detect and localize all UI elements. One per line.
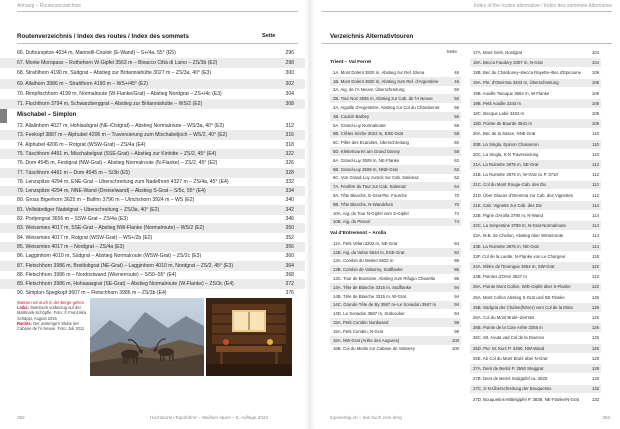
page-ref: 296 [285, 50, 294, 57]
page-ref: 94 [454, 293, 459, 299]
route-name: 15A. Petit Combin, N-Grat [333, 328, 383, 334]
route-name: 15A. Petit Combin Nordwand [333, 320, 389, 326]
route-name: 9A. Tête Blanche, E-Grat-Pte. Fourche [333, 193, 407, 199]
page-ref: 62 [454, 175, 459, 181]
route-name: 81. Vollständiger Nadelgrat – Überschreitung – ZS/3a, 40° (E2) [17, 206, 160, 213]
route-name: 76. Dom 4545 m, Festigrat (NW-Grat) – Abstieg Normalroute (N-Flanke) – ZS/2, 45° (E2) [17, 160, 218, 167]
route-name: 22C. La Serpentine 3789 m, N-Grat-Normalroute [473, 223, 566, 229]
table-row [470, 160, 601, 169]
page-column-label: Seite [446, 49, 457, 54]
table-row [470, 170, 601, 179]
table-row [330, 292, 461, 301]
route-name: 19D. Pointe de Bourde 3541 m [473, 121, 533, 127]
route-name: 23E. La Ruinette 3875 m, NE-Grat [473, 243, 539, 249]
route-name: 5C. Piller des Ecandies, Überschreitung [333, 140, 409, 146]
page-ref: 122 [591, 264, 599, 270]
route-name: 12A. Petit Velan 3202 m, NE-Grat [333, 240, 398, 246]
page-ref: 84 [454, 249, 459, 255]
table-row [330, 336, 461, 345]
route-name: 5A. Grand-Luy Normalroute [333, 122, 386, 128]
route-name: 16B. Col du Meitin zur Cabane de Valsorey [333, 346, 416, 352]
page-column-label: Seite [262, 33, 276, 39]
group-heading: Val d'Entremont – Arolla [330, 231, 387, 236]
route-name: 82. Portjengrat 3656 m – SSW-Grat – ZS/4a (E3) [17, 216, 128, 223]
route-name: 68. Strahlhorn 4190 m, Südgrat – Abstieg zur Britanniahütte 3027 m – ZS/3a, 40° (E3) [17, 70, 212, 77]
route-name: 6C. Von Grand-Luy zurück zur Cab. Saleinaz [333, 175, 419, 181]
table-row [330, 248, 461, 257]
table-row [330, 68, 461, 77]
running-head-left: Anhang – Routenverzeichnis [17, 3, 81, 9]
table-row [330, 182, 461, 191]
caption-links-text: Steinbock vorbeizug auf der Mattmark-Schöpfle. Foto: © Franziska Schäppi, August 2015 [17, 305, 86, 321]
table-row [0, 68, 310, 78]
route-name: 18B. Bec du Chardoney–Becca Rayette–Bec d'Epicoune [473, 70, 582, 76]
page-ref: 316 [285, 132, 294, 139]
page-ref: 126 [591, 315, 599, 321]
page-ref: 46 [454, 78, 459, 84]
route-name: 1B. Mont Dolent 3820 m, Abstieg zum Ref. d'Argentière [333, 78, 439, 84]
table-row [470, 344, 601, 353]
route-name: 23F. Col de la Luette, N-Flanke von Le Chargeur [473, 253, 566, 259]
page-ref: 74 [454, 210, 459, 216]
page-ref: 302 [285, 80, 294, 87]
table-row [470, 150, 601, 159]
table-row [470, 354, 601, 363]
table-row [470, 374, 601, 383]
table-row [470, 242, 601, 251]
page-ref: 356 [285, 243, 294, 250]
page-ref: 112 [592, 172, 599, 178]
page-ref: 114 [592, 243, 599, 249]
page-ref: 126 [591, 294, 599, 300]
route-name: 5B. Crêtes Sèche 3024 m, ESE-Grat [333, 131, 403, 137]
table-row [330, 200, 461, 209]
table-row [470, 48, 601, 57]
page-ref: 64 [454, 184, 459, 190]
table-row [470, 99, 601, 108]
route-name: 4B. Couloir Barbey [333, 113, 370, 119]
route-name: 19A. Pte. d'Otemma 3403 m, Überschreitung [473, 80, 559, 86]
table-row [470, 364, 601, 373]
footer-left: Hochtouren Topoführer – Walliser Alpen – 5. Auflage 2023 [150, 415, 268, 420]
page-ref: 322 [285, 150, 294, 157]
route-name: 73. Feekopf 3887 m – Alphubel 4206 m – Traversierung zum Mischabeljoch – WS/2, 40° (E2) [17, 132, 228, 139]
route-name: 78. Lenzspitze 4294 m, ENE-Grat – Überschreitung zum Nadelhorn 4327 m – ZS/4a, 45° (E4) [17, 178, 229, 185]
page-ref: 332 [285, 178, 294, 185]
route-name: 21C. Col du Mont Rouge-Cab. des Dix [473, 182, 547, 188]
route-name: 84. Weissmies 4017 m, Rotgrat (WSW-Grat) – WS+/2b (E2) [17, 234, 153, 241]
group-heading: Trient – Val Ferret [330, 60, 372, 65]
table-row [330, 121, 461, 130]
route-name: 2A. Aig. de l'A Neuve, Überschreitung [333, 87, 405, 93]
route-name: 17A. Mont Gelé, Nordgrat [473, 49, 522, 55]
page-ref: 110 [592, 141, 599, 147]
route-name: 26D. Pte. M. Kurz P. 3490, NW-Wand [473, 345, 545, 351]
table-row [470, 252, 601, 261]
route-name: 14C. Grande Tête de By 3587 m–Le Sonadon 3587 m [333, 302, 437, 308]
page-ref: 114 [592, 233, 599, 239]
table-row [470, 232, 601, 241]
table-row [330, 327, 461, 336]
table-row [0, 89, 310, 99]
table-row [470, 272, 601, 281]
page-ref: 126 [591, 325, 599, 331]
route-name: 27A. Dent de Bertol P. 3590 Steggrat [473, 366, 544, 372]
page-ref: 74 [454, 219, 459, 225]
table-row [470, 201, 601, 210]
photo-caption [17, 300, 90, 331]
route-name: 19B. Aouille Tseuque 3554 m, W-Flanke [473, 90, 550, 96]
page-ref: 118 [592, 253, 599, 259]
page-ref: 86 [454, 276, 459, 282]
table-row [330, 94, 461, 103]
table-row [470, 262, 601, 271]
page-ref: 114 [592, 223, 599, 229]
page-ref: 132 [591, 386, 599, 392]
route-name: 87. Fletschhorn 3986 m, Breitlobgrat (NE-Grat) – Lagginhorn 4010 m, Nordgrat – ZS/2, 45° (E3) [17, 262, 234, 269]
route-name: 22B. Pigne d'Arolla 3790 m, N-Wand [473, 213, 543, 219]
page-ref: 58 [454, 131, 459, 137]
table-row [470, 68, 601, 77]
route-name: 21E. Cab. Vignette zur Cab. des Dix [473, 202, 542, 208]
table-row [0, 58, 310, 68]
route-name: 86. Lagginhorn 4010 m, Südgrat – Abstieg Normalroute (WSW-Grat) – ZS/2c (E3) [17, 253, 202, 260]
route-name: 19B. Petit Aouille 3343 m [473, 100, 522, 106]
page-ref: 70 [454, 201, 459, 207]
page-ref: 94 [454, 311, 459, 317]
page-ref: 126 [591, 335, 599, 341]
table-row [330, 301, 461, 310]
page-ref: 112 [592, 162, 599, 168]
table-row [330, 218, 461, 227]
page-ref: 100 [451, 346, 459, 352]
table-row [330, 147, 461, 156]
route-name: 25B. Südgrat der Chaîne(führer) vom Col de la Mina [473, 304, 573, 310]
page-ref: 112 [592, 182, 599, 188]
route-name: 27D. Bouquetins-Mittelgipfel P. 3838, NE-Flanke/N-Grat [473, 396, 579, 402]
table-row [470, 313, 601, 322]
route-name: 21B. La Ruinette 3875 m, W-Grat zu P. 3710 [473, 172, 558, 178]
route-name: 20B. La Singla, Epinon Chasseron [473, 141, 539, 147]
table-row [470, 58, 601, 67]
ibex-photo [90, 298, 204, 376]
table-row [330, 112, 461, 121]
table-row [330, 77, 461, 86]
route-name: 66. Dufourspitze 4634 m, Marinelli-Couloir (E-Wand) – S+/4a, 55° (E5) [17, 50, 176, 57]
table-row [470, 140, 601, 149]
table-row [470, 293, 601, 302]
page-ref: 112 [592, 192, 599, 198]
page-ref: 372 [285, 281, 294, 288]
page-ref: 128 [591, 366, 599, 372]
table-row [330, 265, 461, 274]
table-row [330, 191, 461, 200]
page-ref: 106 [591, 70, 599, 76]
route-name: 6A. Grand-Luy 3509 m, NE-Flanke [333, 157, 400, 163]
page-ref: 308 [285, 101, 294, 108]
route-name: 24B. Pointes d'Oren 3527 m [473, 274, 527, 280]
route-name: 26A. Col du Mont Brulé–Zerrratt [473, 315, 534, 321]
page-ref: 86 [454, 267, 459, 273]
page-ref: 364 [285, 262, 294, 269]
route-name: 6B. Grand-Luy 3509 m, NNE-Grat [333, 166, 398, 172]
footer-right: topoverlag.ch – das buch zum berg [330, 415, 402, 420]
table-row [0, 99, 310, 109]
table-row [470, 181, 601, 190]
route-name: 1A. Mont Dolent 3820 m, Abstieg zur Ref. Elena [333, 69, 425, 75]
page-ref: 58 [454, 122, 459, 128]
page-ref: 56 [454, 113, 459, 119]
page-ref: 104 [591, 60, 599, 66]
table-row [330, 103, 461, 112]
caption-headline: Wassen wir auch in der Berge gehen [17, 300, 84, 305]
route-name: 80. Gross Bigerhorn 3625 m – Balfrin 3796 m – Ulrichshorn 3924 m – WS (E2) [17, 197, 195, 204]
route-name: 21D. Über Glacier d'Otemma zur Cab. des Vignettes [473, 192, 573, 198]
page-ref: 110 [592, 151, 599, 157]
route-name: 14D. Le Sonadon 3587 m, Südcouloir [333, 311, 405, 317]
page-ref: 70 [454, 193, 459, 199]
route-name: 12B. Aig. du Velan 5634 m, ESE-Grat [333, 249, 405, 255]
route-name: 4A. Aiguille d'Argentière, Abstieg zur Col du Chardonnet [333, 105, 440, 111]
route-name: 10B. Aig. du Pissoir [333, 219, 371, 225]
table-row [470, 79, 601, 88]
route-name: 67. Monte Moropass – Rothehorn W-Gipfel 3563 m – Bivacco Città di Luino – ZS/3b (E2) [17, 60, 218, 67]
table-row [470, 119, 601, 128]
table-row [330, 257, 461, 266]
page-ref: 122 [591, 274, 599, 280]
page-ref: 312 [285, 123, 294, 130]
page-number-right: 383 [602, 415, 610, 420]
route-name: 89. Fletschhorn 3986 m, Hohsaasgrat (SE-Grat) – Abstieg Normalroute (W-Flanke) – ZS/3c (E4) [17, 281, 234, 288]
table-row [330, 130, 461, 139]
route-name: 9B. Tête Blanche, N-Wandchen [333, 201, 394, 207]
table-row [330, 309, 461, 318]
page-ref: 352 [285, 234, 294, 241]
route-name: 72. Allalinhorn 4027 m, Hohlaubgrat (NE-/Ostgrat) – Abstieg Normalroute – WS/3a, 40° (E2) [17, 123, 225, 130]
table-row [470, 303, 601, 312]
page-ref: 56 [454, 105, 459, 111]
page-ref: 62 [454, 157, 459, 163]
header-rule [17, 11, 298, 12]
route-name: 20A. Bec de la Sasse, NNE-Grat [473, 131, 536, 137]
page-ref: 100 [451, 337, 459, 343]
page-ref: 360 [285, 253, 294, 260]
page-ref: 60 [454, 140, 459, 146]
page-ref: 94 [454, 284, 459, 290]
route-name: 26C. Mt. Aouta vad Col de la Dixence [473, 335, 545, 341]
table-row [330, 86, 461, 95]
page-ref: 46 [454, 69, 459, 75]
page-ref: 128 [591, 355, 599, 361]
caption-rechts-label: Rechts: [17, 320, 33, 326]
route-name: 14A. Tête de Blanche 3315 m, Südflanke [333, 284, 412, 290]
page-ref: 84 [454, 240, 459, 246]
page-ref: 368 [285, 271, 294, 278]
page-ref: 346 [285, 216, 294, 223]
route-name: 90. Simplon-Spegkopf 3607 m – Fletschhorn 3986 m – ZS/3b (E4) [17, 290, 167, 297]
page-title: Verzeichnis Alternativtouren [330, 33, 414, 40]
table-row [330, 156, 461, 165]
table-row [470, 89, 601, 98]
page-ref: 298 [285, 60, 294, 67]
route-name: 5D. Klettertouren am Grand Darray [333, 149, 400, 155]
page-ref: 304 [285, 90, 294, 97]
table-row [330, 165, 461, 174]
page-ref: 328 [285, 169, 294, 176]
page-ref: 50 [454, 96, 459, 102]
page-ref: 98 [454, 328, 459, 334]
route-name: 26B. Pointe de la Cote Arête 3355 m [473, 325, 543, 331]
page-ref: 106 [591, 80, 599, 86]
page-ref: 114 [592, 202, 599, 208]
page-ref: 300 [285, 70, 294, 77]
page-number-left: 382 [17, 415, 25, 420]
page-ref: 94 [454, 302, 459, 308]
table-row [330, 318, 461, 327]
table-row [470, 385, 601, 394]
page-title: Routenverzeichnis / Index des routes / Index des sommets [17, 33, 189, 40]
page-ref: 108 [591, 90, 599, 96]
alt-column-1 [330, 0, 461, 400]
route-name: 79. Lenzspitze 4294 m, NNE-Wand (Dreiselwand) – Abstieg S-Grat – S/5c, 55° (E4) [17, 188, 206, 195]
route-name: 24A. Mêtre de l'Evengue 3654 m, SW-Grat [473, 264, 555, 270]
route-name: 25A. Pointe Mont Collon, W/E-Gipfel über S-Flanke [473, 284, 571, 290]
route-name: 14B. Tête de Blanche 3315 m, W-Grat [333, 293, 406, 299]
route-name: 16A. NW-Grat (Arête des Augures) [333, 337, 400, 343]
table-row [330, 209, 461, 218]
page-ref: 108 [591, 100, 599, 106]
title-rule [17, 43, 298, 44]
page-ref: 340 [285, 197, 294, 204]
route-name: 10A. Aig. du Tour N-Gipfel vom S-Gipfel [333, 210, 409, 216]
route-name: 2B. Tour Noir 3836 m, Abstieg zur Cab. de l'A Neuve [333, 96, 433, 102]
page-ref: 318 [285, 141, 294, 148]
table-row [470, 109, 601, 118]
route-name: 13B. Combin de Valsorey, Südflanke [333, 267, 403, 273]
route-name: 20C. La Singla, S-N Traversierung [473, 151, 539, 157]
page-ref: 132 [591, 396, 599, 402]
page-ref: 104 [591, 49, 599, 55]
table-row [470, 221, 601, 230]
table-row [470, 323, 601, 332]
alt-column-2 [470, 0, 601, 400]
caption-links-label: Links: [17, 305, 30, 311]
table-row [470, 283, 601, 292]
table-row [470, 334, 601, 343]
table-row [330, 174, 461, 183]
page-ref: 114 [592, 213, 599, 219]
route-name: 74. Alphubel 4206 m – Rotgrat (WSW-Grat) – ZS/4a (E4) [17, 141, 146, 148]
route-name: 85. Weissmies 4017 m – Nordgrat – ZS/4a (E3) [17, 243, 125, 250]
route-name: 13A. Combin du Meiten 5622 m [333, 258, 394, 264]
route-name: 83. Weissmies 4017 m, SSE-Grat – Abstieg NW-Flanke (Normalroute) – WS/2 (E2) [17, 225, 205, 232]
right-page [310, 0, 620, 429]
route-name: 88. Fletschhorn 3986 m – Nordostwand (Wienerroute) – S/50–55° (E4) [17, 271, 177, 278]
table-row [0, 79, 310, 89]
table-row [330, 239, 461, 248]
route-name: 27B. Dent de Bertol Südgipfel ca. 3520 [473, 376, 548, 382]
caption-rechts-text: Der winterige's Stube der Cabane de l'A Neuve. Foto: Juli 2011 [17, 320, 85, 332]
table-row [470, 130, 601, 139]
page-ref: 110 [592, 131, 599, 137]
section-title: Mischabel – Simplon [17, 112, 77, 118]
route-name: 19C. Becque Labé 3463 m [473, 111, 525, 117]
route-name: 21A. La Ruinette 3875 m, SE-Grat [473, 162, 539, 168]
page-ref: 98 [454, 320, 459, 326]
table-row [0, 48, 310, 58]
route-name: 77. Täschhorn 4491 m – Dom 4545 m – S/3b (E5) [17, 169, 130, 176]
table-row [330, 138, 461, 147]
page-ref: 126 [591, 304, 599, 310]
route-name: 18A. Becca Faudery 3307 m, N-Grat [473, 60, 543, 66]
route-name: 71. Fluchthorn 3794 m, Schwarzberggrat – Abstieg zur Britanniahütte – WS/2 (E2) [17, 101, 203, 108]
page-ref: 376 [285, 290, 294, 297]
page-ref: 50 [454, 87, 459, 93]
page-ref: 126 [591, 345, 599, 351]
table-row [330, 345, 461, 354]
route-name: 25A. Mont Collon Abstieg S-Grat und SE-Flanke [473, 294, 565, 300]
route-name: 13C. Tour de Boussine, Abstieg zum Rifugio Chiarella [333, 276, 435, 282]
route-name: 26E. Ab Col du Mont Brulé über N-Grat [473, 355, 548, 361]
page-ref: 342 [285, 206, 294, 213]
page-ref: 122 [591, 284, 599, 290]
page-ref: 350 [285, 225, 294, 232]
page-ref: 326 [285, 160, 294, 167]
table-row [470, 191, 601, 200]
route-name: 69. Allalhorn 3986 m – Strahlhorn 4190 m – WS+/45° (E2) [17, 80, 149, 87]
route-name: 27C. S-N-Überschreitung der Bouquetins [473, 386, 552, 392]
table-row [330, 283, 461, 292]
page-ref: 58 [454, 149, 459, 155]
hut-interior-photo [206, 298, 292, 376]
page-ref: 108 [591, 121, 599, 127]
page-ref: 108 [591, 111, 599, 117]
running-head-right: Index of the routes alternative / Index des sommets Alternative [473, 3, 612, 9]
route-name: 75. Täschhorn 4491 m, Mischabelgrat (SSE-Grat) – Abstieg zur Kinhitte – ZS/2, 45° (E4) [17, 150, 217, 157]
page-ref: 132 [591, 376, 599, 382]
page-ref: 334 [285, 188, 294, 195]
table-row [470, 211, 601, 220]
table-row [470, 395, 601, 404]
page-ref: 62 [454, 166, 459, 172]
page-ref: 86 [454, 258, 459, 264]
route-name: 70. Rimpfischhorn 4199 m, Normalroute (W-Flanke/Grat) – Abstieg Nordgrat – ZS+/4c (E3) [17, 90, 222, 97]
route-name: 23A. M.B. de Cheilon, Abstieg über Winterroute [473, 233, 564, 239]
table-row [330, 274, 461, 283]
route-name: 7A. Fenêtre du Tour zur Cab. Saleinaz [333, 184, 407, 190]
